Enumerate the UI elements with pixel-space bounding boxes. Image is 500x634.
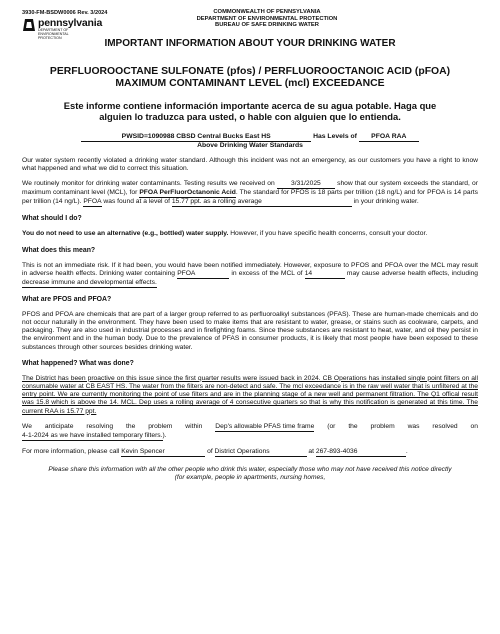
monitor-text: show that our system exceeds the standard, or maximum contaminant level (MCL), for xyxy=(22,180,479,197)
pa-logo xyxy=(22,18,102,40)
contact-department: District Operations xyxy=(215,448,307,457)
has-levels-label: Has Levels of xyxy=(313,133,357,140)
logo-name: pennsylvania xyxy=(38,17,103,29)
contact-name: Kevin Spencer xyxy=(121,448,205,457)
contact-text: at xyxy=(308,447,314,455)
result-date: 3/31/2025 xyxy=(277,180,335,189)
form-id: 3930-FM-BSDW0006 Rev. 3/2024 xyxy=(22,10,108,16)
resolve-text: ). xyxy=(162,431,167,439)
punct: . xyxy=(405,447,408,455)
pwsid-line xyxy=(22,133,478,150)
monitor-text: in your drinking water. xyxy=(353,198,419,206)
what-does-this-mean-paragraph xyxy=(22,262,478,288)
pwsid-contaminant: PFOA RAA xyxy=(359,133,419,142)
resolve-paragraph xyxy=(22,423,478,441)
what-are-pfos-paragraph: PFOS and PFOA are chemicals that are part of a larger group referred to as perfluoroalkyl substances (PFAS). These are human-made chemicals and do not occur naturally in the environment. They have been used to make items that are resistant to water, grease, or stains such as cookware, carpets, and packaging. They are also used in industrial processes and in firefighting foams. Since these substances are resistant to heat, water, and oil they persist in the environment and in the human body. Due to the prevalence of PFAS in consumer products, it is likely that most people have been exposed to these substances through other sources besides drinking water. xyxy=(22,310,478,351)
what-should-i-do-bold: You do not need to use an alternative (e.g., bottled) water supply. xyxy=(22,230,229,238)
punct: . xyxy=(235,189,238,197)
agency-line: COMMONWEALTH OF PENNSYLVANIA xyxy=(213,9,321,15)
spanish-notice-line: alguien lo traduzca para usted, o hable con alguien que lo entienda. xyxy=(99,111,401,122)
mean-text: This is not an immediate risk. If it had been, you would have been notified immediately. However, exposure to PFOS and PFOA over the MCL may result in adverse health effects. Drinking water containing xyxy=(22,261,478,277)
monitor-text: The standard for PFOS is 18 parts per trillion (18 ng/L) and for PFOA is 14 parts per trillion (14 ng/L). xyxy=(22,189,479,206)
spanish-notice-line: Este informe contiene información importante acerca de su agua potable. Haga que xyxy=(63,100,437,111)
main-title: IMPORTANT INFORMATION ABOUT YOUR DRINKING WATER xyxy=(104,38,396,49)
contaminant-name: PFOA PerFluorOctanonic Acid xyxy=(139,189,236,197)
monitor-text: was found at a level of xyxy=(103,198,170,206)
contact-phone: 267-893-4036 xyxy=(316,448,406,457)
mean-text: in excess of the MCL of xyxy=(231,269,303,277)
header xyxy=(22,6,478,52)
pwsid-system: PWSID=1090988 CBSD Central Bucks East HS xyxy=(81,133,311,142)
mcl-value: 14 xyxy=(305,270,345,279)
what-does-this-mean-heading: What does this mean? xyxy=(22,246,96,254)
contaminant-short: PFOA xyxy=(83,198,102,206)
resolve-text: (or the problem was resolved on xyxy=(327,422,478,430)
what-should-i-do-paragraph xyxy=(22,230,478,238)
intro-paragraph: Our water system recently violated a drinking water standard. Although this incident was not an emergency, as our customers you have a right to know what happened and what we did to correct this situation. xyxy=(22,157,478,173)
monitor-paragraph xyxy=(22,180,478,207)
contact-text: of xyxy=(207,447,213,455)
resolve-timeframe: Dep's allowable PFAS time frame xyxy=(215,422,315,430)
what-happened-paragraph: The District has been proactive on this issue since the first quarter results were issued back in 2024. CB Operations has installed single point filters on all consumable water at CB EAST HS. The water from the filters are non-detect and safe. The mcl exceedance is in the raw well water that is unfiltered at the entry point. We are currently monitoring the point of use filters and are in the planning stage of a new well and permanent filtration. The Q1 offical result was 15.8 which is above the 14. MCL. Dep uses a rolling average of 4 consecutive quarters so that is why this notification is generated at this time. The current RAA is 15.77 ppt. xyxy=(22,374,478,415)
above-standards-label: Above Drinking Water Standards xyxy=(197,142,303,149)
what-should-i-do-rest: However, if you have specific health concerns, consult your doctor. xyxy=(230,230,428,238)
agency-block xyxy=(172,9,362,29)
what-are-pfos-heading: What are PFOS and PFOA? xyxy=(22,295,112,303)
mean-text: may cause adverse health effects, including xyxy=(346,269,479,277)
detected-level: 15.77 ppt. as a rolling average xyxy=(172,198,352,207)
contact-text: For more information, please call xyxy=(22,447,120,455)
resolve-date: 4-1-2024 as we have installed temporary filters. xyxy=(22,431,163,439)
agency-line: BUREAU OF SAFE DRINKING WATER xyxy=(215,22,319,29)
health-effects: decrease immune and developmental effects. xyxy=(22,278,157,286)
what-happened-heading: What happened? What was done? xyxy=(22,359,134,367)
chemical-title-line: PERFLUOROOCTANE SULFONATE (pfos) / PERFLUOROOCTANOIC ACID (pFOA) xyxy=(49,66,451,77)
spanish-notice xyxy=(22,100,478,122)
chemical-title-line: MAXIMUM CONTAMINANT LEVEL (mcl) EXCEEDANCE xyxy=(115,78,385,89)
contact-paragraph xyxy=(22,448,478,457)
keystone-icon xyxy=(22,18,36,32)
monitor-text: We routinely monitor for drinking water contaminants. Testing results we received on xyxy=(22,180,275,188)
logo-subtitle: DEPARTMENT OF ENVIRONMENTAL PROTECTION xyxy=(38,28,69,40)
what-should-i-do-heading: What should I do? xyxy=(22,215,82,223)
closing-note: Please share this information with all the other people who drink this water, especially those who may not have received this notice directly (for example, people in apartments, nursing homes, xyxy=(48,465,452,481)
resolve-text: We anticipate resolving the problem within xyxy=(22,422,203,430)
mean-contaminant: PFOA xyxy=(177,270,229,279)
agency-line: DEPARTMENT OF ENVIRONMENTAL PROTECTION xyxy=(196,15,338,22)
chemical-title xyxy=(22,66,478,90)
